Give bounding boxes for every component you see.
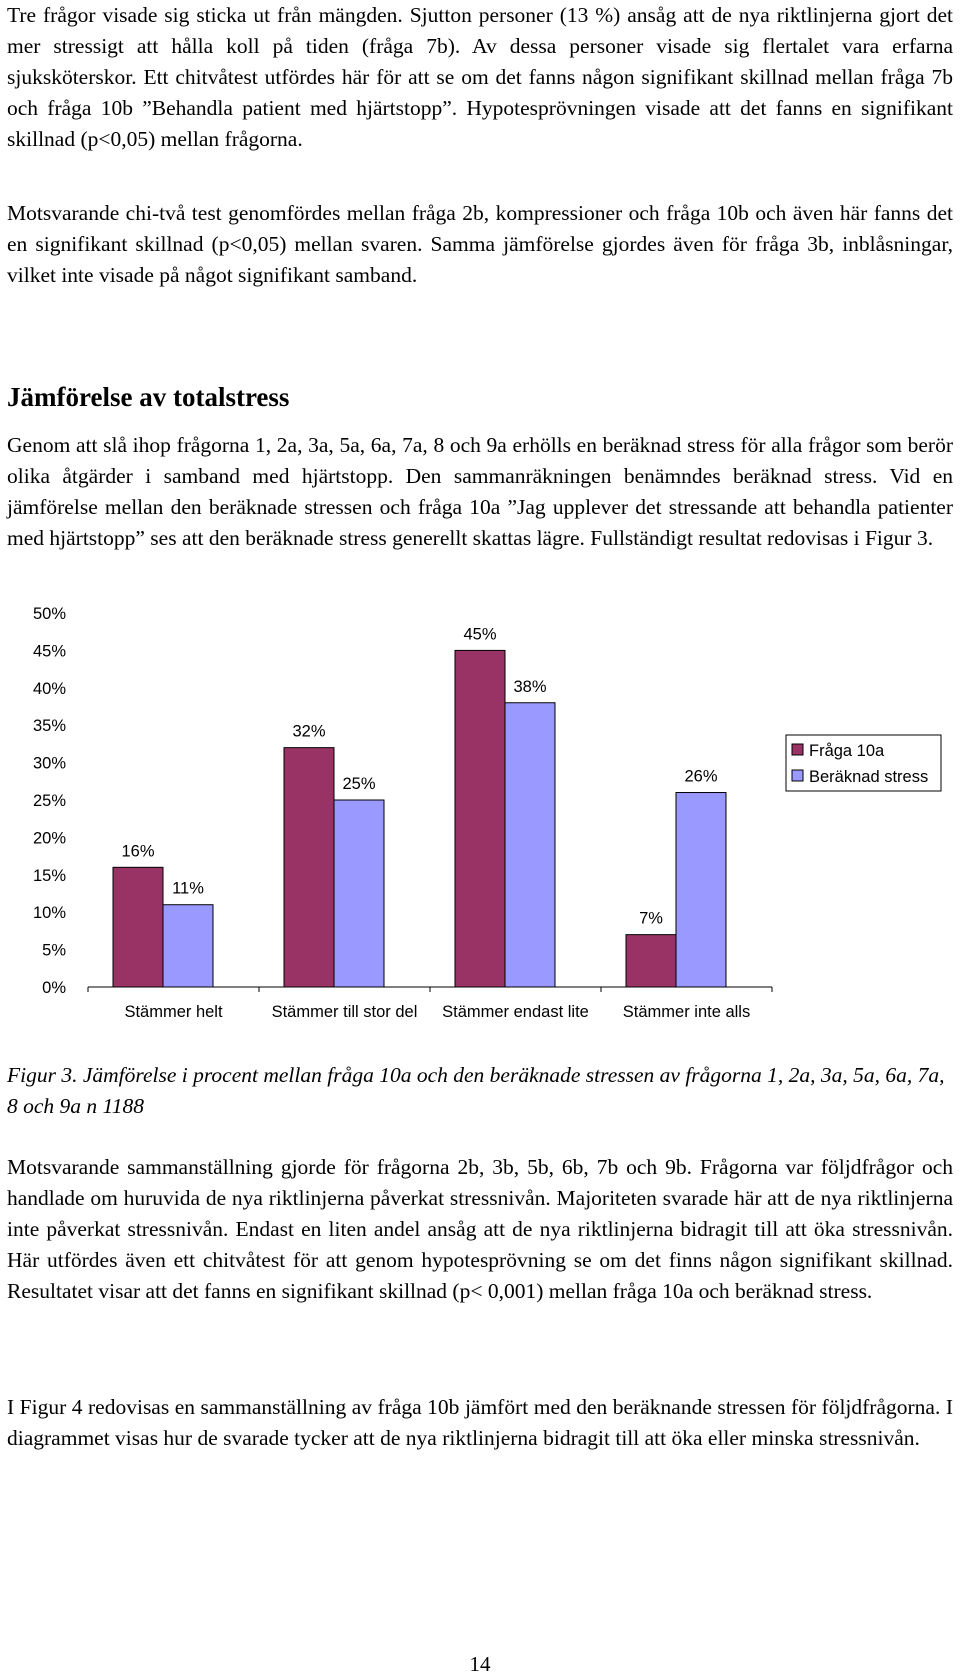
bar [113,867,163,987]
y-tick-label: 20% [32,829,66,848]
y-tick-label: 15% [32,866,66,885]
x-tick-label: Stämmer endast lite [442,1003,589,1021]
page-number: 14 [469,1652,491,1676]
legend-label: Beräknad stress [809,768,929,786]
y-tick-label: 0% [42,979,66,997]
y-axis [33,605,66,997]
y-tick-label: 25% [32,792,66,810]
y-tick-label: 45% [32,642,66,661]
bar [284,748,334,987]
paragraph-chi-test-2b: Motsvarande chi-två test genomfördes mellan fråga 2b, kompressioner och fråga 10b och även här fanns det en signifikant skillnad (p<0,05) mellan svaren. Samma jämförelse gjordes även för fråga 3b, inblåsningar, vilket inte visade på något signifikant samband. [7,201,953,287]
legend-swatch [792,744,803,755]
x-tick-label: Stämmer helt [124,1003,223,1021]
figure-caption: Figur 3. Jämförelse i procent mellan fråga 10a och den beräknade stressen av frågorna 1, 2a, 3a, 5a, 6a, 7a, 8 och 9a n 1188 [7,1063,945,1118]
data-label: 26% [684,767,718,786]
legend [786,735,941,791]
y-tick-label: 35% [32,717,66,736]
x-tick-label: Stämmer till stor del [271,1003,418,1021]
paragraph-figure4: I Figur 4 redovisas en sammanställning av fråga 10b jämfört med den beräknande stressen för följdfrågorna. I diagrammet visas hur de svarade tycker att de nya riktlinjerna bidragit till att öka eller minska stressnivån. [7,1395,953,1450]
bar-chart [0,600,960,1040]
data-label: 11% [172,879,204,898]
y-tick-label: 5% [42,941,66,960]
legend-swatch [792,770,803,781]
y-tick-label: 50% [32,605,66,623]
data-label: 45% [463,625,497,644]
bar [163,905,213,987]
bars [113,625,726,987]
section-heading: Jämförelse av totalstress [7,382,290,412]
data-label: 7% [639,909,663,928]
bar [676,793,726,987]
data-label: 16% [121,842,155,861]
y-tick-label: 10% [32,904,66,923]
y-tick-label: 40% [32,679,66,698]
bar [334,800,384,987]
data-label: 25% [342,775,376,793]
x-axis [88,987,772,1021]
bar [626,935,676,987]
bar [505,703,555,987]
bar [455,650,505,987]
data-label: 32% [292,722,326,741]
y-tick-label: 30% [32,754,66,773]
paragraph-followup: Motsvarande sammanställning gjorde för frågorna 2b, 3b, 5b, 6b, 7b och 9b. Frågorna var följdfrågor och handlade om huruvida de nya riktlinjerna påverkat stressnivån. Majoriteten svarade här att de nya riktlinjerna inte påverkat stressnivån. Endast en liten andel ansåg att de nya riktlinjerna bidragit till att öka stressnivån. Här utfördes även ett chitvåtest för att genom hypotesprövning se om det finns någon signifikant skillnad. Resultatet visar att det fanns en signifikant skillnad (p< 0,001) mellan fråga 10a och beräknad stress. [7,1155,953,1303]
data-label: 38% [513,677,547,696]
x-tick-label: Stämmer inte alls [622,1003,751,1021]
paragraph-chi-test-7b: Tre frågor visade sig sticka ut från mängden. Sjutton personer (13 %) ansåg att de nya riktlinjerna gjort det mer stressigt att hålla koll på tiden (fråga 7b). Av dessa personer visade sig flertalet vara erfarna sjuksköterskor. Ett chitvåtest utfördes här för att se om det fanns någon signifikant skillnad mellan fråga 7b och fråga 10b ”Behandla patient med hjärtstopp”. Hypotesprövningen visade att det fanns en signifikant skillnad (p<0,05) mellan frågorna. [7,3,953,151]
paragraph-intro: Genom att slå ihop frågorna 1, 2a, 3a, 5a, 6a, 7a, 8 och 9a erhölls en beräknad stress för alla frågor som berör olika åtgärder i samband med hjärtstopp. Den sammanräkningen benämndes beräknad stress. Vid en jämförelse mellan den beräknade stressen och fråga 10a ”Jag upplever det stressande att behandla patienter med hjärtstopp” ses att den beräknade stress generellt skattas lägre. Fullständigt resultat redovisas i Figur 3. [7,433,953,550]
legend-label: Fråga 10a [809,742,885,760]
